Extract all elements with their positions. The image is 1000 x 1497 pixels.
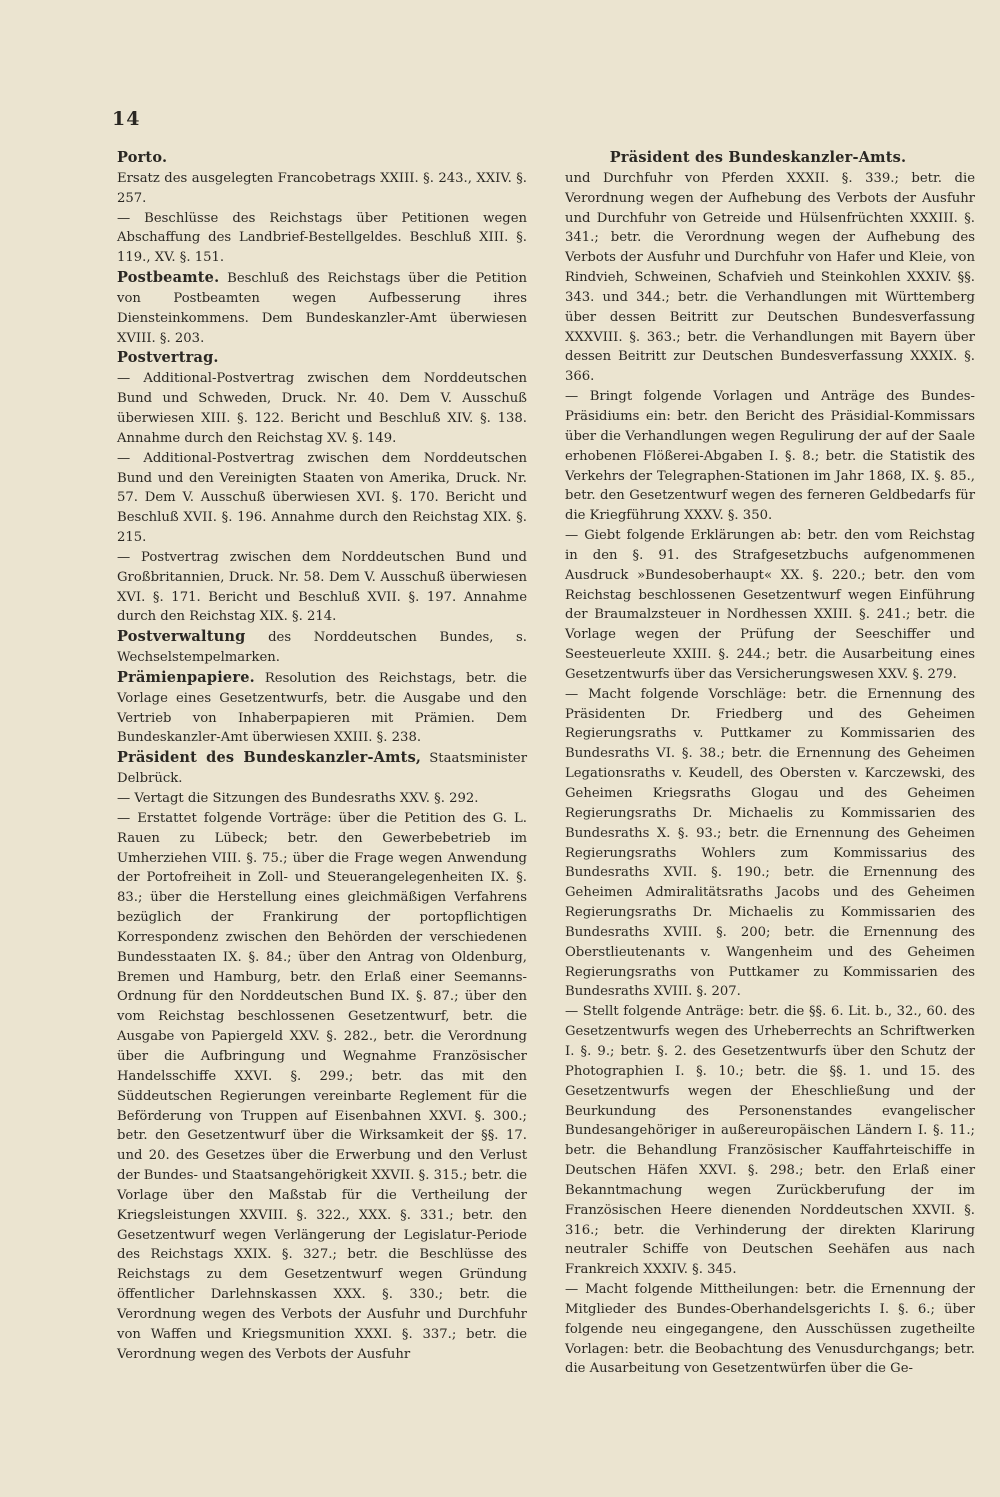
entry-heading: Prämienpapiere. (117, 668, 255, 686)
left-column (117, 148, 527, 1364)
page-number: 14 (112, 108, 141, 130)
entry-paragraph: — Additional-Postvertrag zwischen dem Norddeutschen Bund und den Vereinigten Staaten von Amerika, Druck. Nr. 57. Dem V. Ausschuß überwiesen XVI. §. 170. Bericht und Beschluß XVII. §. 196. Annahme durch den Reichstag XIX. §. 215. (117, 450, 527, 546)
entry-praesident-continued (565, 148, 975, 1379)
entry-paragraph: — Additional-Postvertrag zwischen dem Norddeutschen Bund und Schweden, Druck. Nr. 40. Dem V. Ausschuß überwiesen XIII. §. 122. Bericht und Beschluß XIV. §. 138. Annahme durch den Reichstag XV. §. 149. (117, 371, 527, 446)
entry-heading: Postbeamte. (117, 269, 220, 287)
entry-postbeamte (117, 268, 527, 348)
entry-paragraph: Ersatz des ausgelegten Francobetrags XXIII. §. 243., XXIV. §. 257. (117, 170, 527, 206)
entry-paragraph: — Erstattet folgende Vorträge: über die Petition des G. L. Rauen zu Lübeck; betr. den Gewerbebetrieb im Umherziehen VIII. §. 75.; über die Frage wegen Anwendung der Portofreiheit in Zoll- und Steuerangelegenheiten IX. §. 83.; über die Herstellung eines gleichmäßigen Verfahrens bezüglich der Frankirung der portopflichtigen Korrespondenz zwischen den Behörden der verschiedenen Bundesstaaten IX. §. 84.; über den Antrag von Oldenburg, Bremen und Hamburg, betr. den Erlaß einer Seemanns-Ordnung für den Norddeutschen Bund IX. §. 87.; über den vom Reichstag beschlossenen Gesetzentwurf, betr. die Ausgabe von Papiergeld XXV. §. 282., betr. die Verordnung über die Aufbringung und Wegnahme Französischer Handelsschiffe XXVI. §. 299.; betr. das mit den Süddeutschen Regierungen vereinbarte Reglement für die Beförderung von Truppen auf Eisenbahnen XXVI. §. 300.; betr. den Gesetzentwurf über die Wirksamkeit der §§. 17. und 20. des Gesetzes über die Erwerbung und den Verlust der Bundes- und Staatsangehörigkeit XXVII. §. 315.; betr. die Vorlage über den Maßstab für die Vertheilung der Kriegsleistungen XXVIII. §. 322., XXX. §. 331.; betr. den Gesetzentwurf wegen Verlängerung der Legislatur-Periode des Reichstags XXIX. §. 327.; betr. die Beschlüsse des Reichstags zu dem Gesetzentwurf wegen Gründung öffentlicher Darlehnskassen XXX. §. 330.; betr. die Verordnung wegen des Verbots der Ausfuhr und Durchfuhr von Waffen und Kriegsmunition XXXI. §. 337.; betr. die Verordnung wegen des Verbots der Ausfuhr (117, 810, 527, 1362)
entry-paragraph: — Giebt folgende Erklärungen ab: betr. den vom Reichstag in den §. 91. des Strafgesetzbuchs aufgenommenen Ausdruck »Bundesoberhaupt« XX. §. 220.; betr. den vom Reichstag beschlossenen Gesetzentwurf wegen Einführung der Braumalzsteuer in Nordhessen XXIII. §. 241.; betr. die Vorlage wegen der Prüfung der Seeschiffer und Seesteuerleute XXIII. §. 244.; betr. die Ausarbeitung eines Gesetzentwurfs über das Versicherungswesen XXV. §. 279. (565, 528, 975, 682)
entry-heading: Porto. (117, 149, 168, 166)
entry-heading: Präsident des Bundeskanzler-Amts, (117, 749, 422, 767)
entry-heading: Postvertrag. (117, 349, 219, 367)
right-column (565, 148, 975, 1379)
entry-paragraph: — Macht folgende Vorschläge: betr. die Ernennung des Präsidenten Dr. Friedberg und des Geheimen Regierungsraths v. Puttkamer zu Kommissarien des Bundesraths VI. §. 38.; betr. die Ernennung des Geheimen Legationsraths v. Keudell, des Obersten v. Karczewski, des Geheimen Kriegsraths Glogau und des Geheimen Regierungsraths Dr. Michaelis zu Kommissarien des Bundesraths X. §. 93.; betr. die Ernennung des Geheimen Regierungsraths Wohlers zum Kommissarius des Bundesraths XVII. §. 190.; betr. die Ernennung des Geheimen Admiralitätsraths Jacobs und des Geheimen Regierungsraths Dr. Michaelis zu Kommissarien des Bundesraths XVIII. §. 200; betr. die Ernennung des Oberstlieutenants v. Wangenheim und des Geheimen Regierungsraths von Puttkamer zu Kommissarien des Bundesraths XVIII. §. 207. (565, 686, 975, 1000)
entry-porto (117, 148, 527, 268)
entry-praesident-bundeskanzler-amt (117, 748, 527, 1364)
entry-praemienpapiere (117, 668, 527, 748)
entry-heading: Postverwaltung (117, 628, 246, 646)
entry-paragraph: — Postvertrag zwischen dem Norddeutschen Bund und Großbritannien, Druck. Nr. 58. Dem V. Ausschuß überwiesen XVI. §. 171. Bericht und Beschluß XVII. §. 197. Annahme durch den Reichstag XIX. §. 214. (117, 549, 527, 625)
running-heading: Präsident des Bundeskanzler-Amts. (609, 149, 907, 166)
entry-lead: Resolution des Reichstags, betr. die Vorlage eines Gesetzentwurfs, betr. die Ausgabe und den Vertrieb von Inhaberpapieren mit Prämien. Dem Bundeskanzler-Amt überwiesen XXIII. §. 238. (117, 670, 527, 746)
entry-paragraph: — Stellt folgende Anträge: betr. die §§. 6. Lit. b., 32., 60. des Gesetzentwurfs wegen des Urheberrechts an Schriftwerken I. §. 9.; betr. §. 2. des Gesetzentwurfs über den Schutz der Photographien I. §. 10.; betr. die §§. 1. und 15. des Gesetzentwurfs wegen der Eheschließung und der Beurkundung des Personenstandes evangelischer Bundesangehöriger in außereuropäischen Ländern I. §. 11.; betr. die Behandlung Französischer Kauffahrteischiffe in Deutschen Häfen XXVI. §. 298.; betr. den Erlaß einer Bekanntmachung wegen Zurückberufung der im Französischen Heere dienenden Norddeutschen XXVII. §. 316.; betr. die Verhinderung der direkten Klarirung neutraler Schiffe von Deutschen Seehäfen aus nach Frankreich XXXIV. §. 345. (565, 1004, 975, 1278)
entry-lead: des Norddeutschen Bundes, s. Wechselstempelmarken. (117, 630, 527, 666)
entry-paragraph: — Macht folgende Mittheilungen: betr. die Ernennung der Mitglieder des Bundes-Oberhandelsgerichts I. §. 6.; über folgende neu eingegangene, den Ausschüssen zugetheilte Vorlagen: betr. die Beobachtung des Venusdurchgangs; betr. die Ausarbeitung von Gesetzentwürfen über die Ge- (565, 1282, 975, 1377)
entry-lead: Staatsminister Delbrück. (117, 751, 527, 787)
entry-postverwaltung (117, 627, 527, 668)
entry-paragraph: und Durchfuhr von Pferden XXXII. §. 339.; betr. die Verordnung wegen der Aufhebung des Verbots der Ausfuhr und Durchfuhr von Getreide und Hülsenfrüchten XXXIII. §. 341.; betr. die Verordnung wegen der Aufhebung des Verbots der Ausfuhr und Durchfuhr von Hafer und Kleie, von Rindvieh, Schweinen, Schafvieh und Steinkohlen XXXIV. §§. 343. und 344.; betr. die Verhandlungen mit Württemberg über dessen Beitritt zur Deutschen Bundesverfassung XXXVIII. §. 363.; betr. die Verhandlungen mit Bayern über dessen Beitritt zur Deutschen Bundesverfassung XXXIX. §. 366. (565, 170, 975, 385)
entry-paragraph: — Bringt folgende Vorlagen und Anträge des Bundes-Präsidiums ein: betr. den Bericht des Präsidial-Kommissars über die Verhandlungen wegen Regulirung der auf der Saale erhobenen Flößerei-Abgaben I. §. 8.; betr. die Statistik des Verkehrs der Telegraphen-Stationen im Jahr 1868, IX. §. 85., betr. den Gesetzentwurf wegen des ferneren Geldbedarfs für die Kriegführung XXXV. §. 350. (565, 389, 975, 524)
entry-paragraph: — Beschlüsse des Reichstags über Petitionen wegen Abschaffung des Landbrief-Bestellgeldes. Beschluß XIII. §. 119., XV. §. 151. (117, 210, 527, 266)
entry-paragraph: — Vertagt die Sitzungen des Bundesraths XXV. §. 292. (117, 791, 479, 806)
entry-lead: Beschluß des Reichstags über die Petition von Postbeamten wegen Aufbesserung ihres Diensteinkommens. Dem Bundeskanzler-Amt überwiesen XVIII. §. 203. (117, 271, 527, 346)
entry-postvertrag (117, 348, 527, 627)
